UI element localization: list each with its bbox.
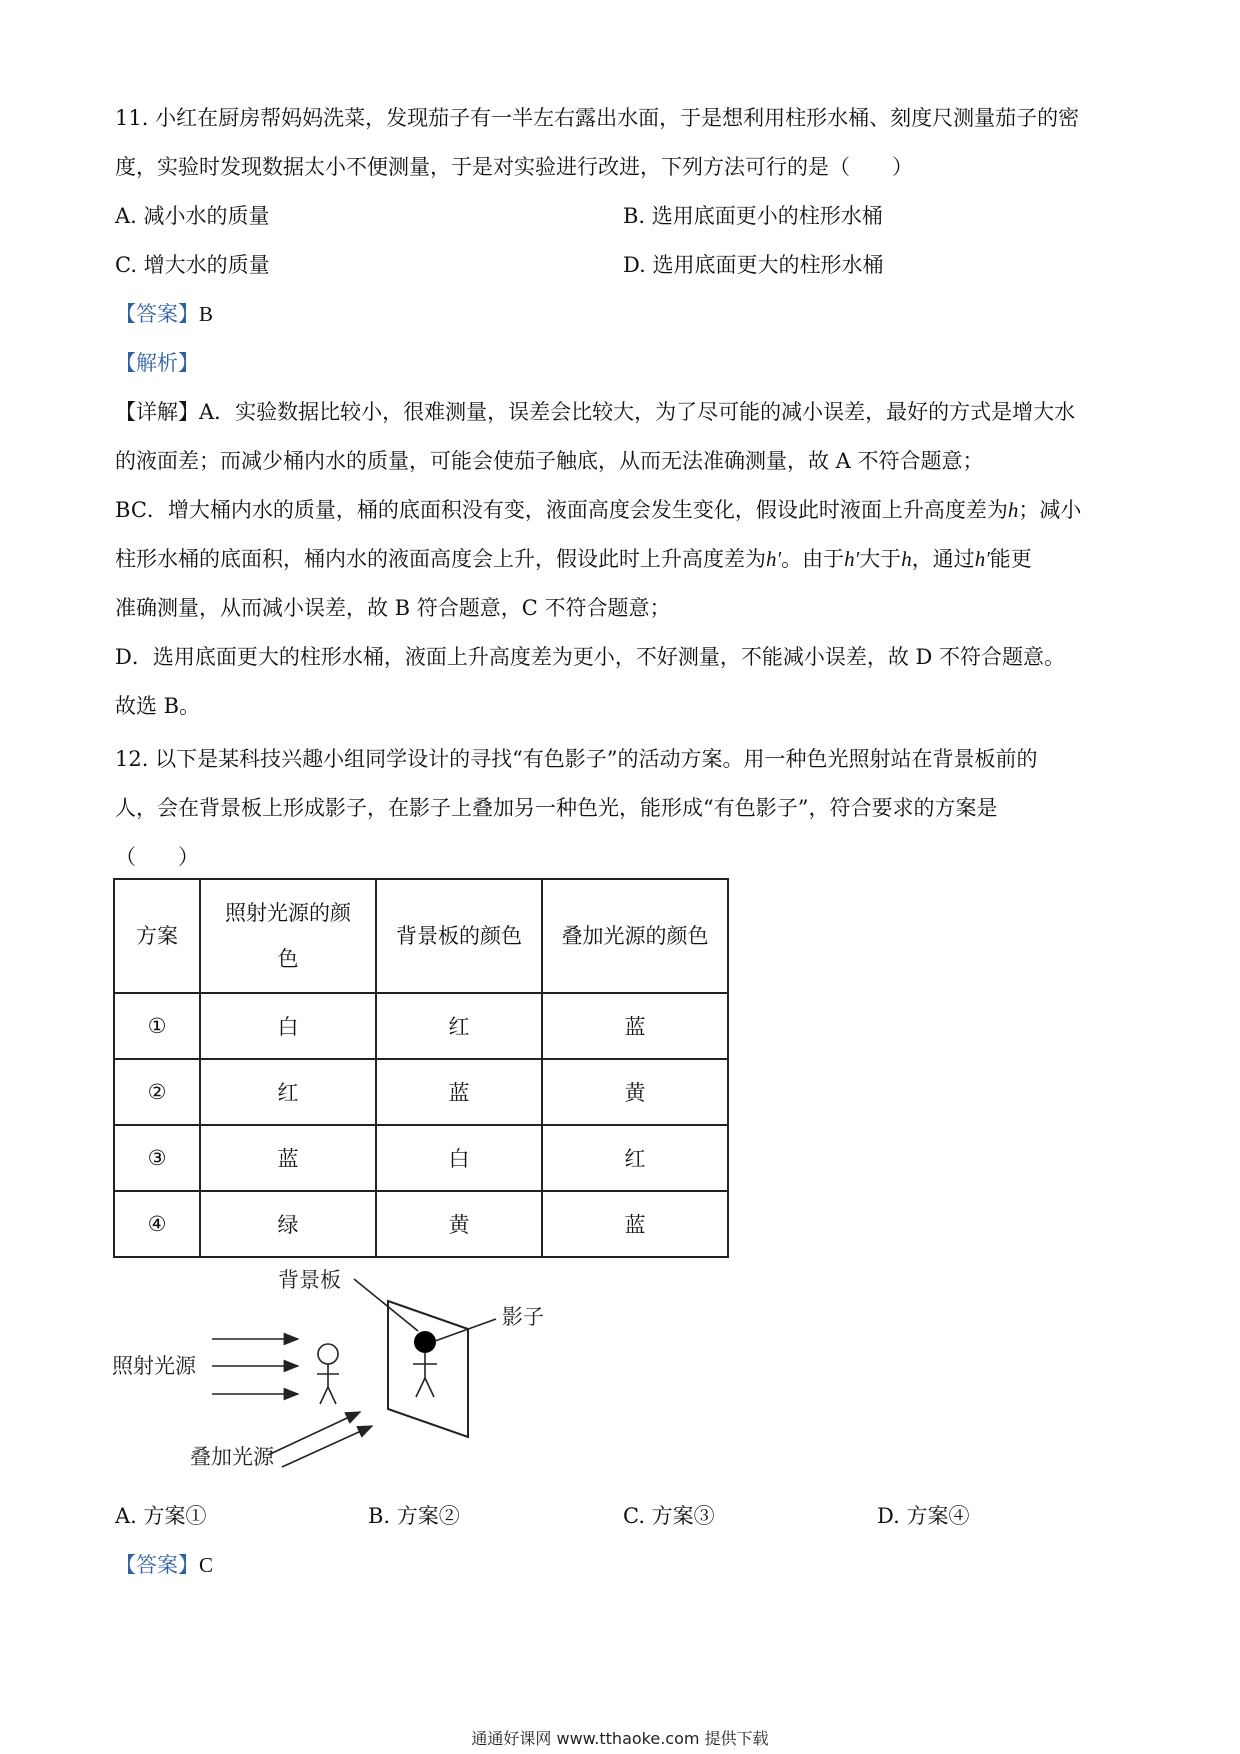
incident-light-arrows xyxy=(212,1339,298,1394)
detail-text: 。由于 xyxy=(781,547,845,571)
q12-stem-line2: 人，会在背景板上形成影子，在影子上叠加另一种色光，能形成“有色影子”，符合要求的方案是 xyxy=(115,796,998,820)
cell-scheme-id: ① xyxy=(114,993,200,1059)
math-h: h xyxy=(901,547,912,571)
detail-tag: 【详解】 xyxy=(115,400,199,424)
q11-option-d: D. 选用底面更大的柱形水桶 xyxy=(623,253,884,277)
answer-value: C xyxy=(199,1553,214,1577)
q11-detail-line5: 准确测量，从而减小误差，故 B 符合题意，C 不符合题意； xyxy=(115,596,671,620)
math-h-prime: h′ xyxy=(766,547,782,571)
q11-analysis-tag xyxy=(115,349,199,377)
detail-text: 柱形水桶的底面积，桶内水的液面高度会上升，假设此时上升高度差为 xyxy=(115,547,766,571)
cell-overlay: 红 xyxy=(542,1125,728,1191)
shadow-diagram xyxy=(110,1255,570,1485)
detail-text: ，通过 xyxy=(911,547,975,571)
detail-text: BC．增大桶内水的质量，桶的底面积没有变，液面高度会发生变化，假设此时液面上升高度差为 xyxy=(115,498,1008,522)
q12-answer xyxy=(115,1551,213,1579)
q12-stem-line1: 12. 以下是某科技兴趣小组同学设计的寻找“有色影子”的活动方案。用一种色光照射站在背景板前的 xyxy=(115,747,1038,771)
q11-option-b: B. 选用底面更小的柱形水桶 xyxy=(623,204,883,228)
shadow-figure xyxy=(413,1353,437,1397)
q12-stem-line3: （ ） xyxy=(115,845,199,869)
table-row xyxy=(114,1191,728,1257)
q11-answer xyxy=(115,300,213,328)
q11-detail-line3 xyxy=(115,496,1081,524)
page-footer: 通通好课网 www.tthaoke.com 提供下载 xyxy=(471,1729,769,1748)
table-row xyxy=(114,1059,728,1125)
cell-scheme-id: ③ xyxy=(114,1125,200,1191)
header-light-color-l2: 色 xyxy=(277,947,299,971)
q11-option-c: C. 增大水的质量 xyxy=(115,253,270,277)
detail-text: ；减小 xyxy=(1018,498,1082,522)
cell-board: 蓝 xyxy=(376,1059,542,1125)
q11-stem-line1: 11. 小红在厨房帮妈妈洗菜，发现茄子有一半左右露出水面，于是想利用柱形水桶、刻度尺测量茄子的密 xyxy=(115,106,1080,130)
cell-board: 黄 xyxy=(376,1191,542,1257)
label-incident-light: 照射光源 xyxy=(112,1354,196,1378)
header-board-color: 背景板的颜色 xyxy=(376,879,542,993)
q11-detail-line4 xyxy=(115,545,1032,573)
detail-text: 能更 xyxy=(989,547,1032,571)
header-overlay-color: 叠加光源的颜色 xyxy=(542,879,728,993)
answer-tag: 【答案】 xyxy=(115,1553,199,1577)
math-h-prime: h′ xyxy=(974,547,990,571)
shadow-head xyxy=(414,1331,436,1353)
cell-scheme-id: ④ xyxy=(114,1191,200,1257)
math-h: h xyxy=(1007,498,1019,522)
q11-detail-line6: D．选用底面更大的柱形水桶，液面上升高度差为更小，不好测量，不能减小误差，故 D 不符合题意。 xyxy=(115,645,1066,669)
q11-option-a: A. 减小水的质量 xyxy=(115,204,270,228)
cell-light: 红 xyxy=(200,1059,376,1125)
detail-text: 大于 xyxy=(859,547,902,571)
table-row xyxy=(114,993,728,1059)
q11-stem-line2: 度，实验时发现数据太小不便测量，于是对实验进行改进，下列方法可行的是（ ） xyxy=(115,155,913,179)
header-light-color xyxy=(200,879,376,993)
math-h-prime: h′ xyxy=(844,547,860,571)
label-background-board: 背景板 xyxy=(278,1268,341,1292)
cell-overlay: 黄 xyxy=(542,1059,728,1125)
q11-detail-line2: 的液面差；而减少桶内水的质量，可能会使茄子触底，从而无法准确测量，故 A 不符合题意； xyxy=(115,449,984,473)
q12-option-b: B. 方案② xyxy=(368,1504,460,1528)
cell-light: 绿 xyxy=(200,1191,376,1257)
analysis-tag: 【解析】 xyxy=(115,351,199,375)
header-light-color-l1: 照射光源的颜 xyxy=(225,901,351,925)
scheme-table xyxy=(113,878,729,1258)
q11-detail-line7: 故选 B。 xyxy=(115,694,201,718)
background-board xyxy=(388,1301,468,1437)
detail-text: A．实验数据比较小，很难测量，误差会比较大，为了尽可能的减小误差，最好的方式是增大水 xyxy=(199,400,1076,424)
person-figure xyxy=(317,1364,339,1404)
q12-option-a: A. 方案① xyxy=(115,1504,207,1528)
answer-value: B xyxy=(199,302,214,326)
cell-board: 红 xyxy=(376,993,542,1059)
q12-option-d: D. 方案④ xyxy=(877,1504,970,1528)
table-row xyxy=(114,1125,728,1191)
shadow-pointer-line xyxy=(435,1319,496,1341)
label-shadow: 影子 xyxy=(502,1305,544,1329)
table-header-row xyxy=(114,879,728,993)
cell-board: 白 xyxy=(376,1125,542,1191)
person-head xyxy=(318,1344,338,1364)
cell-light: 白 xyxy=(200,993,376,1059)
cell-scheme-id: ② xyxy=(114,1059,200,1125)
cell-overlay: 蓝 xyxy=(542,993,728,1059)
cell-light: 蓝 xyxy=(200,1125,376,1191)
q11-detail-line1 xyxy=(115,398,1075,426)
q12-option-c: C. 方案③ xyxy=(623,1504,715,1528)
overlay-light-arrows xyxy=(268,1412,372,1467)
board-pointer-line xyxy=(354,1279,418,1331)
header-scheme: 方案 xyxy=(114,879,200,993)
cell-overlay: 蓝 xyxy=(542,1191,728,1257)
label-overlay-light: 叠加光源 xyxy=(190,1445,274,1469)
answer-tag: 【答案】 xyxy=(115,302,199,326)
